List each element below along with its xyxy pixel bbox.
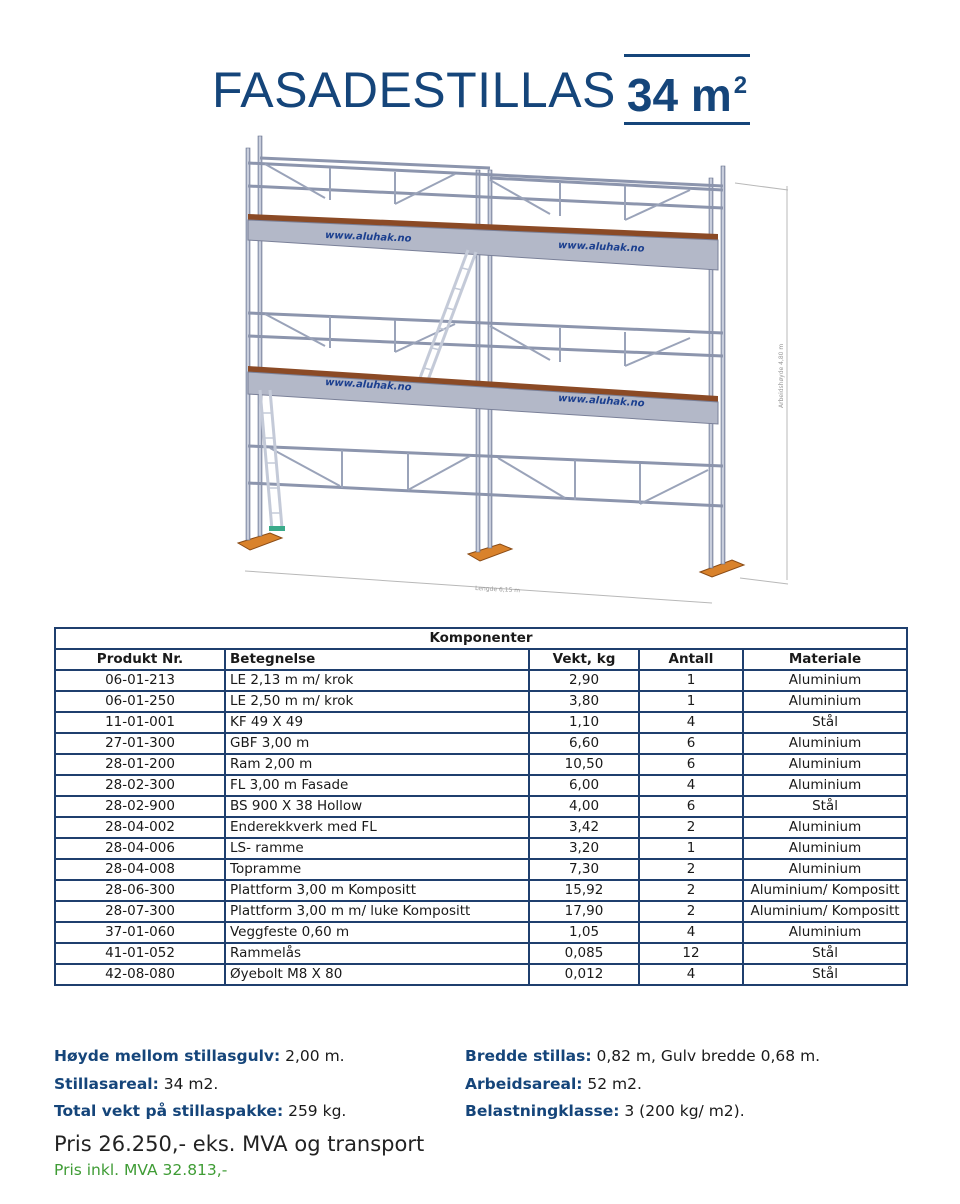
cell-antall: 6 xyxy=(639,733,743,754)
cell-vekt: 7,30 xyxy=(529,859,639,880)
table-row xyxy=(55,733,907,754)
cell-produkt-nr: 28-01-200 xyxy=(55,754,225,775)
cell-antall: 2 xyxy=(639,901,743,922)
cell-materiale: Aluminium xyxy=(743,691,907,712)
cell-betegnelse: LS- ramme xyxy=(225,838,529,859)
lower-platform xyxy=(248,366,718,424)
cell-antall: 2 xyxy=(639,817,743,838)
col-header-materiale: Materiale xyxy=(743,649,907,670)
dim-length-label: Lengde 6,15 m xyxy=(474,585,521,595)
spec-value: 34 m2. xyxy=(158,1074,219,1093)
spec-label: Arbeidsareal: xyxy=(465,1074,583,1093)
upper-platform xyxy=(248,214,718,270)
brand-text-upper-left: www.aluhak.no xyxy=(324,230,412,245)
table-row xyxy=(55,670,907,691)
table-caption-row xyxy=(55,628,907,649)
table-caption: Komponenter xyxy=(55,628,907,649)
brand-text-lower-right: www.aluhak.no xyxy=(557,393,645,410)
title-row xyxy=(0,58,960,128)
cell-materiale: Aluminium xyxy=(743,670,907,691)
cell-betegnelse: LE 2,13 m m/ krok xyxy=(225,670,529,691)
area-value: 34 m xyxy=(626,69,732,121)
scaffold-svg xyxy=(220,128,800,618)
cell-betegnelse: FL 3,00 m Fasade xyxy=(225,775,529,796)
spec-label: Total vekt på stillaspakke: xyxy=(54,1102,284,1120)
cell-betegnelse: Rammelås xyxy=(225,943,529,964)
spec-label: Bredde stillas: xyxy=(465,1047,592,1065)
components-table xyxy=(54,627,908,986)
cell-produkt-nr: 28-04-008 xyxy=(55,859,225,880)
cell-betegnelse: Topramme xyxy=(225,859,529,880)
table-row xyxy=(55,880,907,901)
cell-antall: 4 xyxy=(639,775,743,796)
cell-materiale: Aluminium xyxy=(743,733,907,754)
cell-vekt: 2,90 xyxy=(529,670,639,691)
spec-value: 0,82 m, Gulv bredde 0,68 m. xyxy=(591,1047,821,1065)
cell-antall: 1 xyxy=(639,691,743,712)
cell-vekt: 0,085 xyxy=(529,943,639,964)
cell-antall: 12 xyxy=(639,943,743,964)
spec-value: 52 m2. xyxy=(582,1074,642,1093)
col-header-antall: Antall xyxy=(639,649,743,670)
cell-vekt: 6,60 xyxy=(529,733,639,754)
cell-antall: 6 xyxy=(639,796,743,817)
cell-antall: 1 xyxy=(639,670,743,691)
cell-produkt-nr: 28-04-006 xyxy=(55,838,225,859)
dim-height-label: Arbeidshøyde 4,80 m xyxy=(778,343,785,408)
cell-betegnelse: BS 900 X 38 Hollow xyxy=(225,796,529,817)
cell-materiale: Aluminium xyxy=(743,775,907,796)
spec-value: 3 (200 kg/ m2). xyxy=(619,1102,745,1120)
cell-betegnelse: Enderekkverk med FL xyxy=(225,817,529,838)
spec-line xyxy=(465,1098,820,1126)
cell-antall: 1 xyxy=(639,838,743,859)
cell-produkt-nr: 42-08-080 xyxy=(55,964,225,985)
cell-materiale: Aluminium xyxy=(743,922,907,943)
cell-betegnelse: GBF 3,00 m xyxy=(225,733,529,754)
table-row xyxy=(55,838,907,859)
cell-betegnelse: LE 2,50 m m/ krok xyxy=(225,691,529,712)
col-header-produkt-nr: Produkt Nr. xyxy=(55,649,225,670)
table-row xyxy=(55,922,907,943)
cell-betegnelse: Øyebolt M8 X 80 xyxy=(225,964,529,985)
cell-produkt-nr: 28-02-900 xyxy=(55,796,225,817)
page-title: FASADESTILLAS xyxy=(212,62,616,118)
cell-vekt: 1,05 xyxy=(529,922,639,943)
table-row xyxy=(55,796,907,817)
specs-right xyxy=(465,1043,820,1126)
cell-materiale: Aluminium xyxy=(743,754,907,775)
area-badge xyxy=(624,54,750,125)
cell-antall: 4 xyxy=(639,922,743,943)
cell-antall: 6 xyxy=(639,754,743,775)
cell-vekt: 17,90 xyxy=(529,901,639,922)
scaffold-illustration xyxy=(220,128,800,618)
cell-betegnelse: KF 49 X 49 xyxy=(225,712,529,733)
brand-text-upper-right: www.aluhak.no xyxy=(557,240,645,255)
col-header-betegnelse: Betegnelse xyxy=(225,649,529,670)
cell-vekt: 3,20 xyxy=(529,838,639,859)
table-row xyxy=(55,817,907,838)
cell-betegnelse: Veggfeste 0,60 m xyxy=(225,922,529,943)
brand-text-lower-left: www.aluhak.no xyxy=(324,377,412,394)
area-superscript: 2 xyxy=(733,72,748,99)
spec-line xyxy=(54,1098,346,1126)
cell-produkt-nr: 06-01-213 xyxy=(55,670,225,691)
table-row xyxy=(55,712,907,733)
ladder-feet xyxy=(269,526,285,531)
spec-line xyxy=(54,1071,346,1099)
cell-produkt-nr: 28-06-300 xyxy=(55,880,225,901)
table-row xyxy=(55,859,907,880)
top-guardrails xyxy=(248,158,723,208)
cell-antall: 2 xyxy=(639,880,743,901)
cell-produkt-nr: 27-01-300 xyxy=(55,733,225,754)
cell-produkt-nr: 06-01-250 xyxy=(55,691,225,712)
table-row xyxy=(55,964,907,985)
cell-produkt-nr: 37-01-060 xyxy=(55,922,225,943)
cell-betegnelse: Plattform 3,00 m m/ luke Kompositt xyxy=(225,901,529,922)
table-body xyxy=(55,670,907,985)
table-row xyxy=(55,754,907,775)
cell-materiale: Aluminium xyxy=(743,859,907,880)
table-row xyxy=(55,943,907,964)
cell-antall: 4 xyxy=(639,964,743,985)
cell-produkt-nr: 28-04-002 xyxy=(55,817,225,838)
price-incl-vat: Pris inkl. MVA 32.813,- xyxy=(54,1161,228,1179)
cell-materiale: Aluminium/ Kompositt xyxy=(743,901,907,922)
spec-line xyxy=(465,1043,820,1071)
cell-vekt: 0,012 xyxy=(529,964,639,985)
spec-label: Belastningklasse: xyxy=(465,1102,620,1120)
bottom-rails xyxy=(248,446,723,506)
spec-label: Stillasareal: xyxy=(54,1074,159,1093)
cell-produkt-nr: 11-01-001 xyxy=(55,712,225,733)
cell-vekt: 3,42 xyxy=(529,817,639,838)
cell-produkt-nr: 28-02-300 xyxy=(55,775,225,796)
price-ex-vat: Pris 26.250,- eks. MVA og transport xyxy=(54,1132,425,1156)
cell-vekt: 15,92 xyxy=(529,880,639,901)
cell-materiale: Stål xyxy=(743,712,907,733)
cell-materiale: Aluminium/ Kompositt xyxy=(743,880,907,901)
cell-produkt-nr: 41-01-052 xyxy=(55,943,225,964)
table-header-row xyxy=(55,649,907,670)
cell-betegnelse: Ram 2,00 m xyxy=(225,754,529,775)
cell-materiale: Stål xyxy=(743,943,907,964)
middle-guardrails xyxy=(248,313,723,356)
ladder-lower xyxy=(260,390,282,530)
spec-value: 2,00 m. xyxy=(280,1047,345,1065)
cell-vekt: 3,80 xyxy=(529,691,639,712)
table-row xyxy=(55,691,907,712)
spec-line xyxy=(54,1043,346,1071)
cell-vekt: 10,50 xyxy=(529,754,639,775)
cell-materiale: Stål xyxy=(743,796,907,817)
cell-materiale: Aluminium xyxy=(743,838,907,859)
spec-label: Høyde mellom stillasgulv: xyxy=(54,1047,281,1065)
cell-vekt: 4,00 xyxy=(529,796,639,817)
cell-vekt: 1,10 xyxy=(529,712,639,733)
col-header-vekt: Vekt, kg xyxy=(529,649,639,670)
cell-materiale: Stål xyxy=(743,964,907,985)
cell-materiale: Aluminium xyxy=(743,817,907,838)
cell-betegnelse: Plattform 3,00 m Kompositt xyxy=(225,880,529,901)
table-row xyxy=(55,775,907,796)
table-row xyxy=(55,901,907,922)
cell-produkt-nr: 28-07-300 xyxy=(55,901,225,922)
cell-antall: 4 xyxy=(639,712,743,733)
spec-value: 259 kg. xyxy=(283,1102,347,1120)
cell-vekt: 6,00 xyxy=(529,775,639,796)
cell-antall: 2 xyxy=(639,859,743,880)
specs-left xyxy=(54,1043,346,1126)
spec-line xyxy=(465,1071,820,1099)
